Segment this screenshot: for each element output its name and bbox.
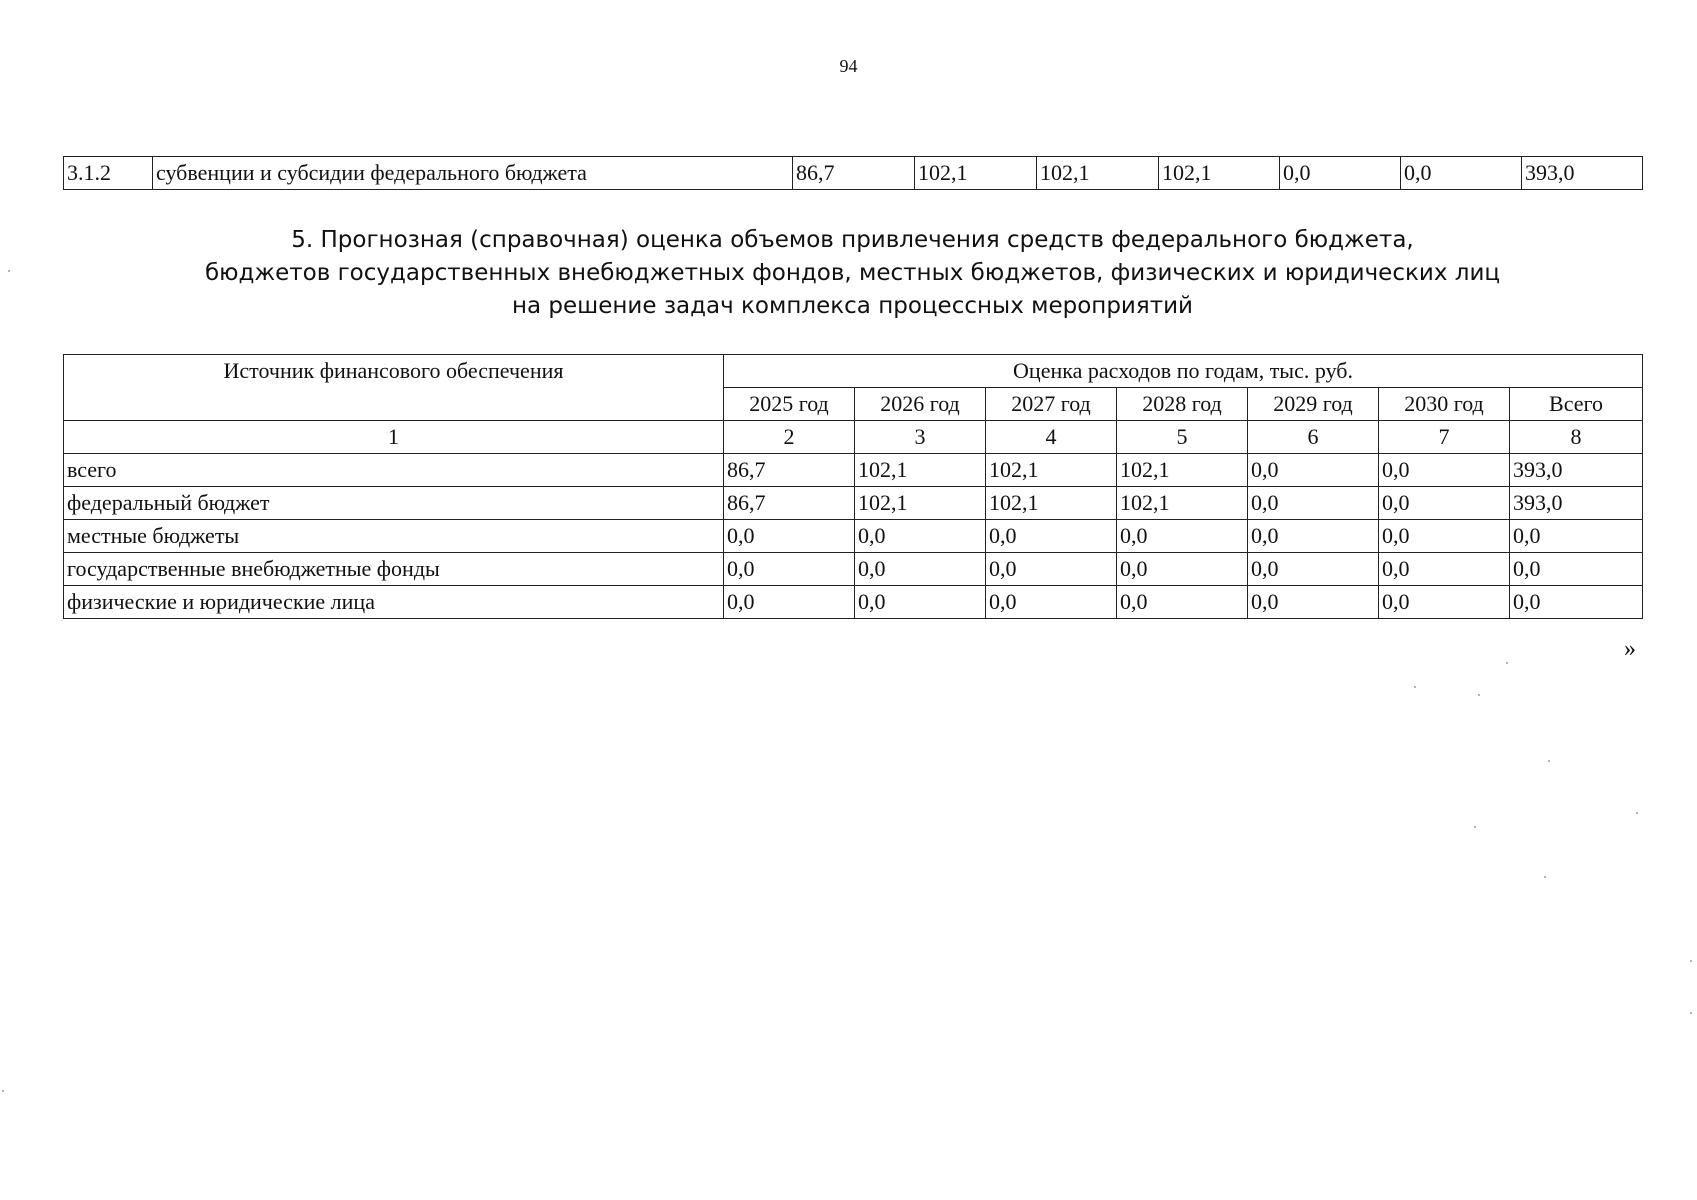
table-row bbox=[64, 454, 1643, 487]
scan-speck bbox=[1544, 876, 1546, 878]
value-cell: 0,0 bbox=[1117, 586, 1248, 619]
value-cell: 393,0 bbox=[1510, 487, 1643, 520]
value-cell: 0,0 bbox=[724, 586, 855, 619]
value-cell: 0,0 bbox=[986, 553, 1117, 586]
section-title-line: 5. Прогнозная (справочная) оценка объемов привлечения средств федерального бюджета, bbox=[291, 227, 1414, 253]
column-number: 5 bbox=[1117, 421, 1248, 454]
year-header: 2025 год bbox=[724, 388, 855, 421]
source-header: Источник финансового обеспечения bbox=[64, 355, 724, 421]
value-cell: 0,0 bbox=[855, 520, 986, 553]
scan-speck bbox=[1478, 694, 1480, 696]
value-cell: 393,0 bbox=[1510, 454, 1643, 487]
page-number: 94 bbox=[839, 56, 858, 76]
table-row bbox=[64, 553, 1643, 586]
value-cell: 0,0 bbox=[1379, 586, 1510, 619]
value-cell: 0,0 bbox=[724, 520, 855, 553]
value-cell: 0,0 bbox=[1510, 553, 1643, 586]
scan-speck bbox=[1474, 826, 1476, 828]
section-title-line: на решение задач комплекса процессных мероприятий bbox=[511, 293, 1193, 319]
value-cell: 0,0 bbox=[1379, 454, 1510, 487]
source-cell: федеральный бюджет bbox=[64, 487, 724, 520]
year-header: 2026 год bbox=[855, 388, 986, 421]
value-cell: 0,0 bbox=[855, 553, 986, 586]
value-cell: 86,7 bbox=[724, 487, 855, 520]
scan-speck bbox=[1414, 686, 1416, 688]
value-cell: 102,1 bbox=[1037, 157, 1159, 190]
table-row bbox=[64, 586, 1643, 619]
section-title-line: бюджетов государственных внебюджетных фондов, местных бюджетов, физических и юридических лиц bbox=[204, 260, 1501, 286]
estimate-header: Оценка расходов по годам, тыс. руб. bbox=[724, 355, 1643, 388]
value-cell: 0,0 bbox=[1248, 586, 1379, 619]
value-cell: 102,1 bbox=[855, 487, 986, 520]
value-cell: 0,0 bbox=[1401, 157, 1522, 190]
year-header: 2028 год bbox=[1117, 388, 1248, 421]
scan-speck bbox=[8, 270, 10, 272]
value-cell: 0,0 bbox=[724, 553, 855, 586]
header-row bbox=[64, 355, 1643, 388]
column-number: 7 bbox=[1379, 421, 1510, 454]
scan-speck bbox=[1690, 960, 1692, 962]
scan-speck bbox=[1636, 812, 1638, 814]
scan-speck bbox=[1506, 662, 1508, 664]
value-cell: 0,0 bbox=[1117, 520, 1248, 553]
column-number: 4 bbox=[986, 421, 1117, 454]
continuation-table bbox=[63, 156, 1643, 190]
value-cell: 86,7 bbox=[724, 454, 855, 487]
column-number: 1 bbox=[64, 421, 724, 454]
source-cell: всего bbox=[64, 454, 724, 487]
source-cell: местные бюджеты bbox=[64, 520, 724, 553]
scan-speck bbox=[1690, 1012, 1692, 1014]
value-cell: 102,1 bbox=[1159, 157, 1280, 190]
value-cell: 102,1 bbox=[986, 487, 1117, 520]
scan-speck bbox=[2, 1090, 4, 1092]
value-cell: 0,0 bbox=[1510, 586, 1643, 619]
source-cell: государственные внебюджетные фонды bbox=[64, 553, 724, 586]
value-cell: 0,0 bbox=[1280, 157, 1401, 190]
source-cell: физические и юридические лица bbox=[64, 586, 724, 619]
value-cell: 0,0 bbox=[1248, 553, 1379, 586]
value-cell: 102,1 bbox=[855, 454, 986, 487]
section-title bbox=[63, 224, 1642, 323]
value-cell: 102,1 bbox=[915, 157, 1037, 190]
column-number: 8 bbox=[1510, 421, 1643, 454]
year-header: 2027 год bbox=[986, 388, 1117, 421]
value-cell: 0,0 bbox=[1248, 520, 1379, 553]
value-cell: 393,0 bbox=[1522, 157, 1643, 190]
table-row bbox=[64, 520, 1643, 553]
value-cell: 86,7 bbox=[793, 157, 915, 190]
value-cell: 0,0 bbox=[986, 586, 1117, 619]
value-cell: 0,0 bbox=[1248, 487, 1379, 520]
scan-speck bbox=[1548, 760, 1550, 762]
total-header: Всего bbox=[1510, 388, 1643, 421]
value-cell: 0,0 bbox=[855, 586, 986, 619]
value-cell: 0,0 bbox=[1248, 454, 1379, 487]
value-cell: 102,1 bbox=[986, 454, 1117, 487]
year-header: 2030 год bbox=[1379, 388, 1510, 421]
row-name: субвенции и субсидии федерального бюджета bbox=[153, 157, 793, 190]
value-cell: 102,1 bbox=[1117, 454, 1248, 487]
row-code: 3.1.2 bbox=[64, 157, 153, 190]
closing-quote-mark: » bbox=[1624, 636, 1636, 662]
table-row bbox=[64, 487, 1643, 520]
value-cell: 0,0 bbox=[1510, 520, 1643, 553]
column-number-row bbox=[64, 421, 1643, 454]
column-number: 6 bbox=[1248, 421, 1379, 454]
value-cell: 0,0 bbox=[1379, 487, 1510, 520]
value-cell: 0,0 bbox=[986, 520, 1117, 553]
column-number: 2 bbox=[724, 421, 855, 454]
value-cell: 102,1 bbox=[1117, 487, 1248, 520]
value-cell: 0,0 bbox=[1117, 553, 1248, 586]
value-cell: 0,0 bbox=[1379, 520, 1510, 553]
column-number: 3 bbox=[855, 421, 986, 454]
value-cell: 0,0 bbox=[1379, 553, 1510, 586]
funding-estimate-table bbox=[63, 354, 1643, 619]
table-row bbox=[64, 157, 1643, 190]
year-header: 2029 год bbox=[1248, 388, 1379, 421]
